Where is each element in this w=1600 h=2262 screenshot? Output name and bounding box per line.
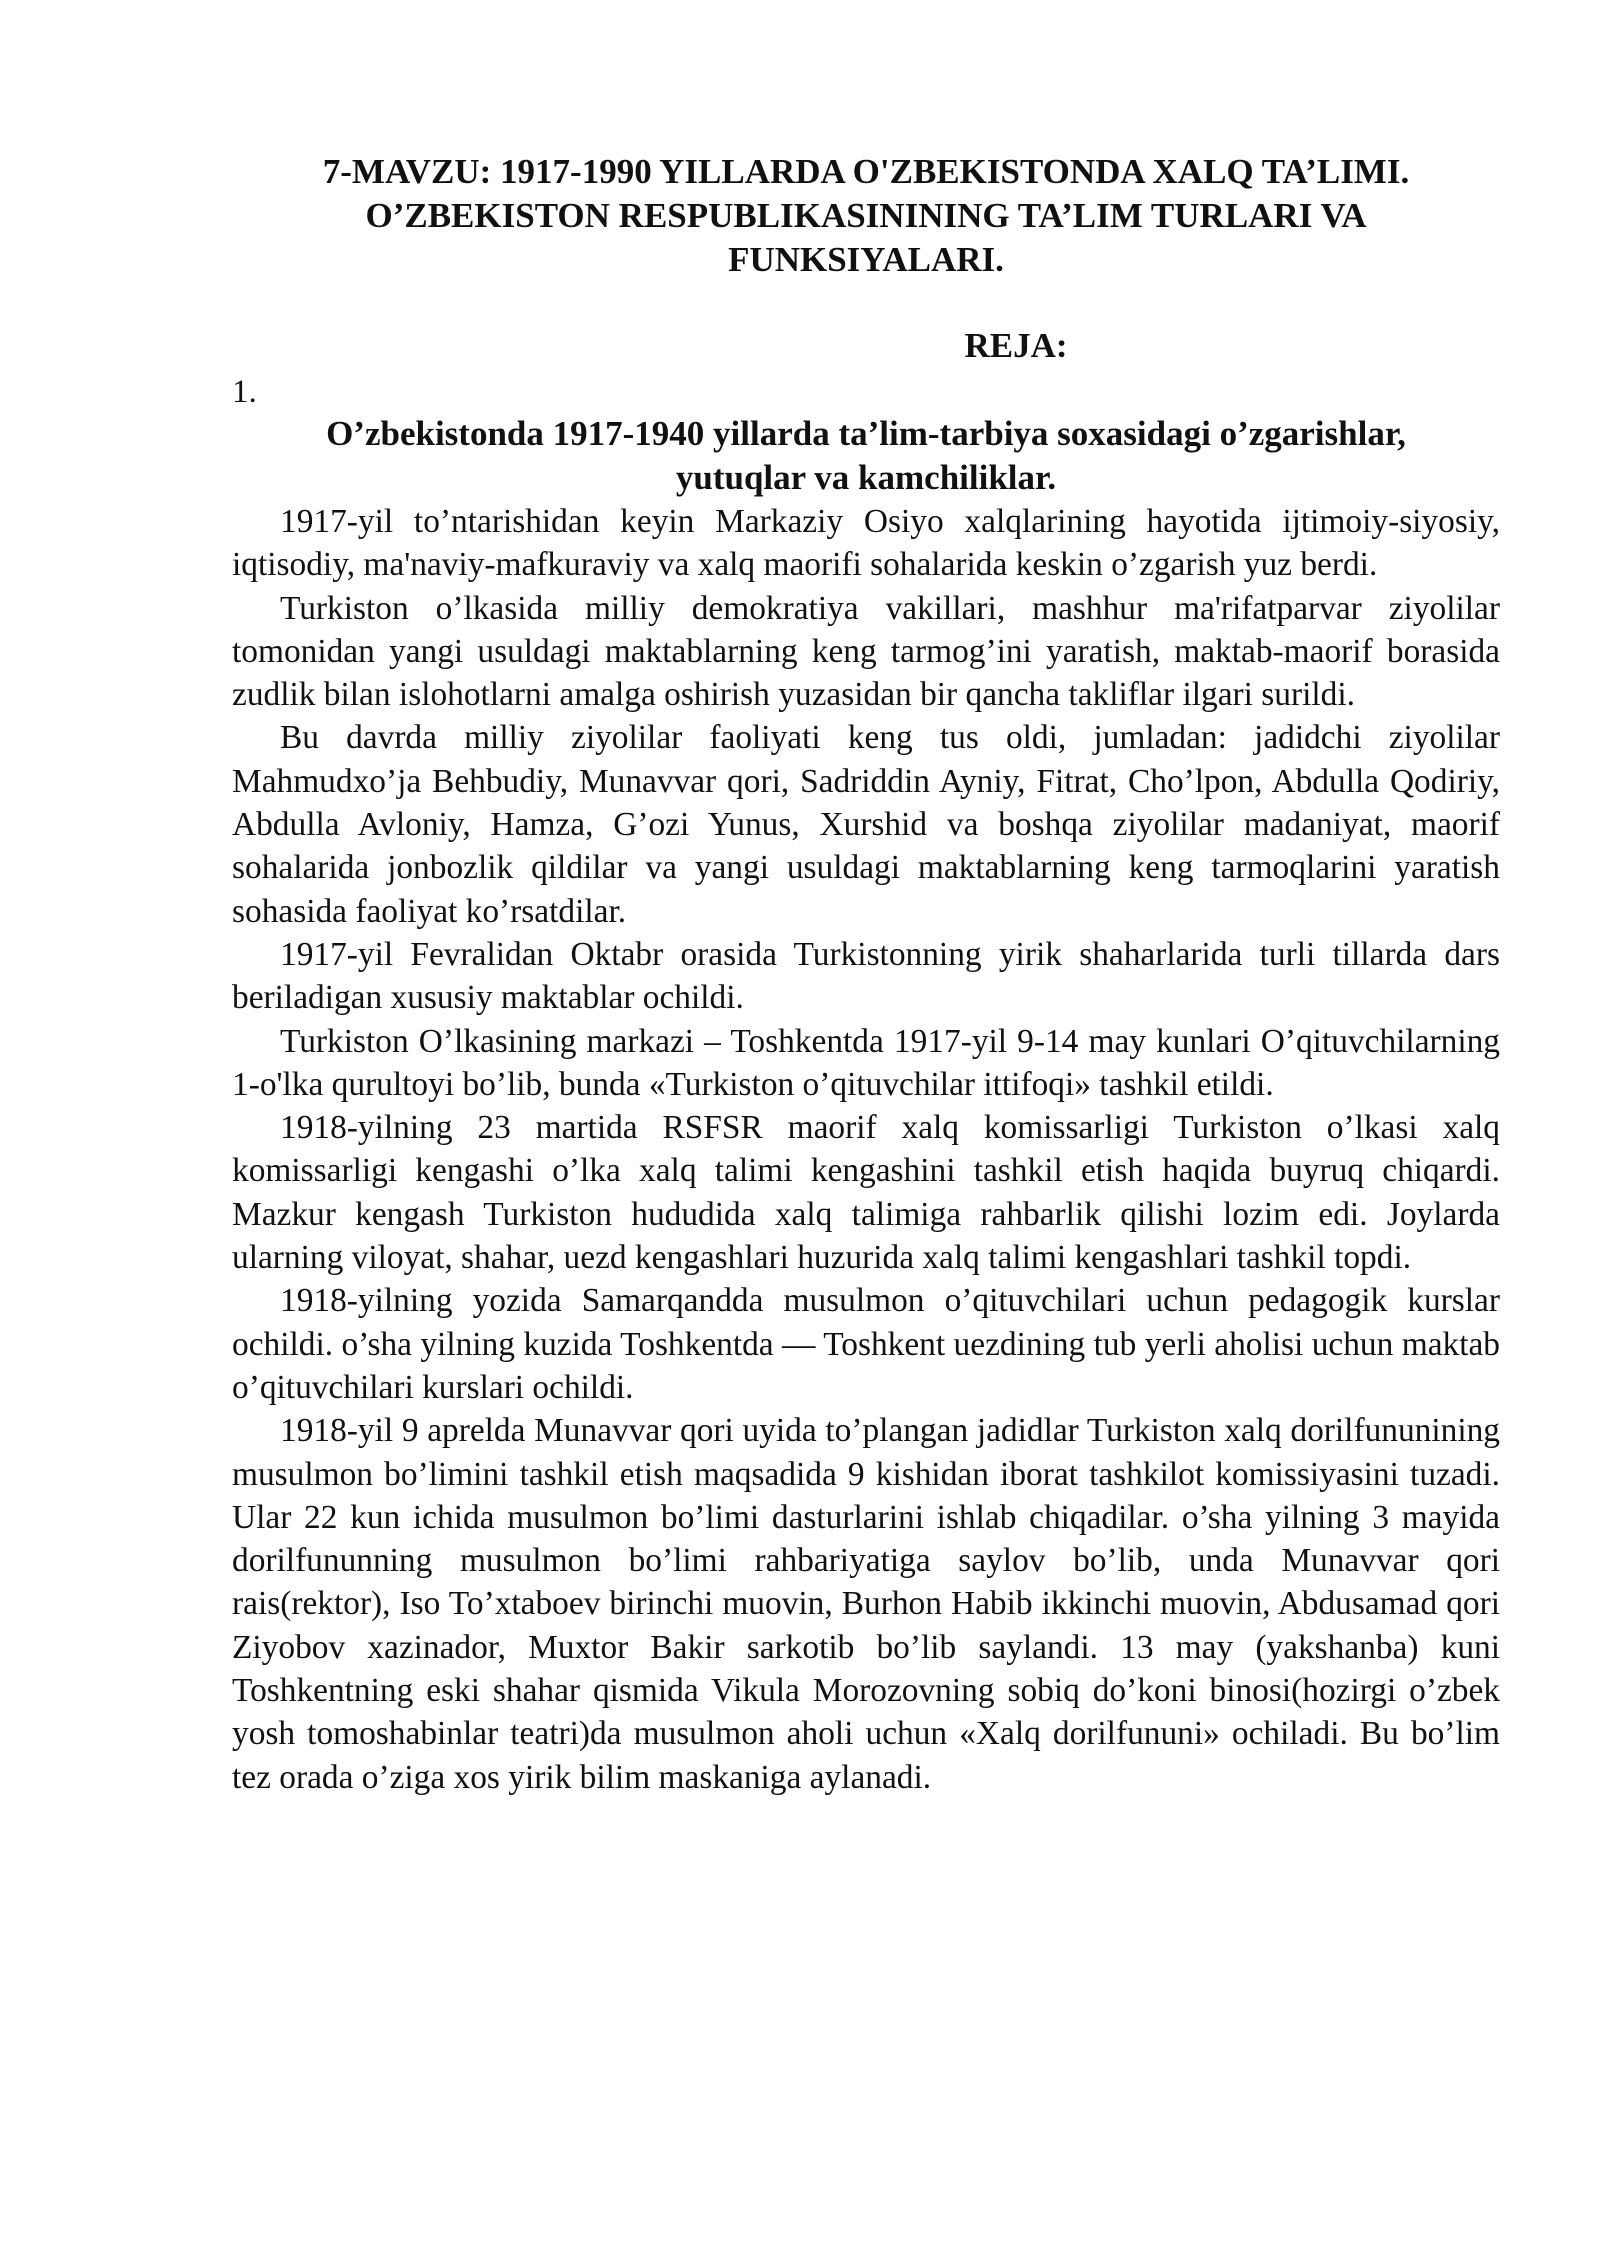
- paragraph-8: 1918-yil 9 aprelda Munavvar qori uyida to’plangan jadidlar Turkiston xalq dorilfununining musulmon bo’limini tashkil etish maqsadida 9 kishidan iborat tashkilot komissiyasini tuzadi. Ular 22 kun ichida musulmon bo’limi dasturlarini ishlab chiqadilar. o’sha yilning 3 mayida dorilfununning musulmon bo’limi rahbariyatiga saylov bo’lib, unda Munavvar qori rais(rektor), Iso To’xtaboev birinchi muovin, Burhon Habib ikkinchi muovin, Abdusamad qori Ziyobov xazinador, Muxtor Bakir sarkotib bo’lib saylandi. 13 may (yakshanba) kuni Toshkentning eski shahar qismida Vikula Morozovning sobiq do’koni binosi(hozirgi o’zbek yosh tomoshabinlar teatri)da musulmon aholi uchun «Xalq dorilfununi» ochiladi. Bu bo’lim tez orada o’ziga xos yirik bilim maskaniga aylanadi.: [232, 1412, 1500, 1796]
- title-line-2: O’ZBEKISTON RESPUBLIKASININING TA’LIM TURLARI VA: [365, 196, 1367, 235]
- plan-heading: REJA:: [964, 326, 1068, 365]
- paragraph-1: 1917-yil to’ntarishidan keyin Markaziy Osiyo xalqlarining hayotida ijtimoiy-siyosiy, iqtisodiy, ma'naviy-mafkuraviy va xalq maorifi sohalarida keskin o’zgarish yuz berdi.: [232, 503, 1500, 584]
- document-page: [232, 150, 1500, 1799]
- title-line-3: FUNKSIYALARI.: [728, 240, 1004, 279]
- plan-item-number: 1.: [232, 374, 257, 410]
- plan-item-title: [232, 412, 1500, 500]
- paragraph-2: Turkiston o’lkasida milliy demokratiya vakillari, mashhur ma'rifatparvar ziyolilar tomonidan yangi usuldagi maktablarning keng tarmog’ini yaratish, maktab-maorif borasida zudlik bilan islohotlarni amalga oshirish yuzasidan bir qancha takliflar ilgari surildi.: [232, 589, 1500, 714]
- item-title-line-2: yutuqlar va kamchiliklar.: [675, 458, 1057, 497]
- paragraph-4: 1917-yil Fevralidan Oktabr orasida Turkistonning yirik shaharlarida turli tillarda dars beriladigan xususiy maktablar ochildi.: [232, 935, 1500, 1017]
- paragraph-3: Bu davrda milliy ziyolilar faoliyati keng tus oldi, jumladan: jadidchi ziyolilar Mahmudxo’ja Behbudiy, Munavvar qori, Sadriddin Ayniy, Fitrat, Cho’lpon, Abdulla Qodiriy, Abdulla Avloniy, Hamza, G’ozi Yunus, Xurshid va boshqa ziyolilar madaniyat, maorif sohalarida jonbozlik qildilar va yangi usuldagi maktablarning keng tarmoqlarini yaratish sohasida faoliyat ko’rsatdilar.: [232, 719, 1500, 930]
- paragraph-6: 1918-yilning 23 martida RSFSR maorif xalq komissarligi Turkiston o’lkasi xalq komissarligi kengashi o’lka xalq talimi kengashini tashkil etish haqida buyruq chiqardi. Mazkur kengash Turkiston hududida xalq talimiga rahbarlik qilishi lozim edi. Joylarda ularning viloyat, shahar, uezd kengashlari huzurida xalq talimi kengashlari tashkil topdi.: [232, 1109, 1500, 1277]
- item-title-line-1: O’zbekistonda 1917-1940 yillarda ta’lim-tarbiya soxasidagi o’zgarishlar,: [326, 414, 1406, 453]
- title-line-1: 7-MAVZU: 1917-1990 YILLARDA O'ZBEKISTONDA XALQ TA’LIMI.: [322, 152, 1410, 191]
- paragraph-7: 1918-yilning yozida Samarqandda musulmon o’qituvchilari uchun pedagogik kurslar ochildi. o’sha yilning kuzida Toshkentda — Toshkent uezdining tub yerli aholisi uchun maktab o’qituvchilari kurslari ochildi.: [232, 1282, 1500, 1406]
- paragraph-5: Turkiston O’lkasining markazi – Toshkentda 1917-yil 9-14 may kunlari O’qituvchilarning 1-o'lka qurultoyi bo’lib, bunda «Turkiston o’qituvchilar ittifoqi» tashkil etildi.: [232, 1022, 1500, 1103]
- document-title: [232, 150, 1500, 282]
